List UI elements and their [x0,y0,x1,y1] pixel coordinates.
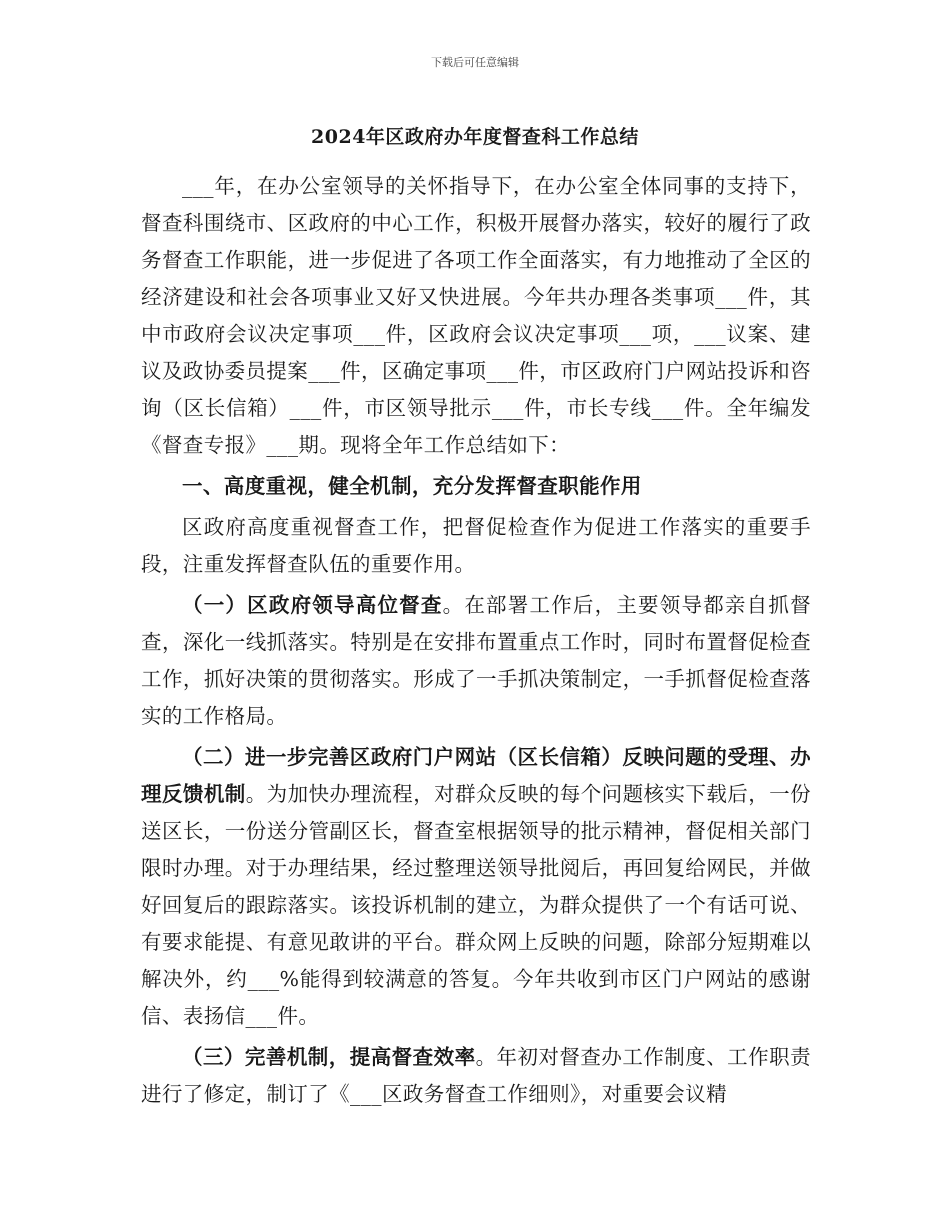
document-body [141,168,811,1117]
paragraph-item-3 [141,1039,811,1113]
item-3-lead: （三）完善机制，提高督查效率 [182,1045,476,1069]
item-3-body: 。年初对督查办工作制度、工作职责进行了修定，制订了《___区政务督查工作细则》，对重要会议精 [141,1045,811,1106]
document-title: 2024年区政府办年度督查科工作总结 [311,126,639,148]
section-heading-1: 一、高度重视，健全机制，充分发挥督查职能作用 [182,474,642,498]
item-1-body: 。在部署工作后，主要领导都亲自抓督查，深化一线抓落实。特别是在安排布置重点工作时，同时布置督促检查工作，抓好决策的贯彻落实。形成了一手抓决策制定，一手抓督促检查落实的工作格局。 [141,593,811,728]
paragraph-section-1-intro: 区政府高度重视督查工作，把督促检查作为促进工作落实的重要手段，注重发挥督查队伍的重要作用。 [141,515,811,576]
item-2-lead: （二）进一步完善区政府门户网站（区长信箱）反映问题的受理、办理反馈机制 [141,745,811,806]
item-2-body: 。为加快办理流程，对群众反映的每个问题核实下载后，一份送区长，一份送分管副区长，督查室根据领导的批示精神，督促相关部门限时办理。对于办理结果，经过整理送领导批阅后，再回复给网民，并做好回复后的跟踪落实。该投诉机制的建立，为群众提供了一个有话可说、有要求能提、有意见敢讲的平台。群众网上反映的问题，除部分短期难以解决外，约___%能得到较满意的答复。今年共收到市区门户网站的感谢信、表扬信___件。 [141,782,811,1028]
paragraph-intro: ___年，在办公室领导的关怀指导下，在办公室全体同事的支持下，督查科围绕市、区政府的中心工作，积极开展督办落实，较好的履行了政务督查工作职能，进一步促进了各项工作全面落实，有力地推动了全区的经济建设和社会各项事业又好又快进展。今年共办理各类事项___件，其中市政府会议决定事项___件，区政府会议决定事项___项，___议案、建议及政协委员提案___件，区确定事项___件，市区政府门户网站投诉和咨询（区长信箱）___件，市区领导批示___件，市长专线___件。全年编发《督查专报》___期。现将全年工作总结如下： [141,174,811,457]
page-header-note: 下载后可任意编辑 [431,56,519,69]
paragraph-item-1 [141,587,811,735]
item-1-lead: （一）区政府领导高位督查 [182,593,443,617]
paragraph-item-2 [141,739,811,1035]
